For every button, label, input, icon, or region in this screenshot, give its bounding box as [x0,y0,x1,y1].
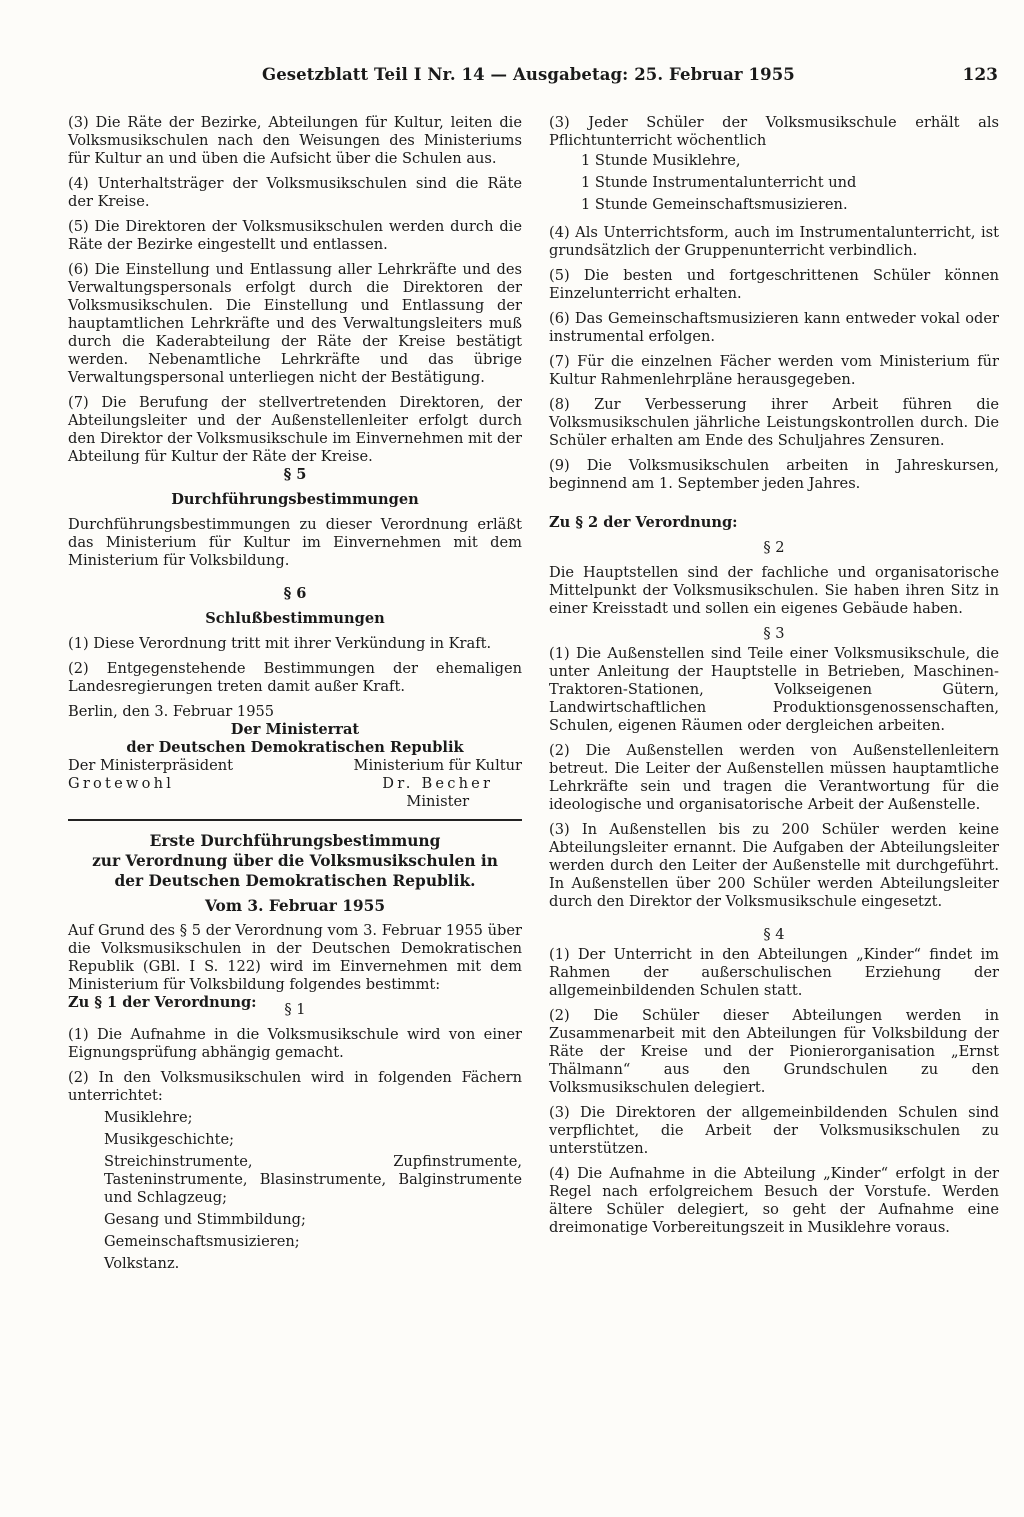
list-item: Musikgeschichte; [104,1131,235,1148]
signature-right [354,757,523,811]
paragraph: (1) Der Unterricht in den Abteilungen „Kinder“ findet im Rahmen der außerschulischen Erziehung der allgemeinbildenden Schulen statt. [549,946,999,999]
paragraph: (8) Zur Verbesserung ihrer Arbeit führen die Volksmusikschulen jährliche Leistungskontrollen durch. Die Schüler erhalten am Ende des Schuljahres Zensuren. [549,396,999,449]
paragraph: (2) Die Schüler dieser Abteilungen werden in Zusammenarbeit mit den Abteilungen für Volksbildung der Räte der Kreise und der Pionierorganisation „Ernst Thälmann“ aus den Grundschulen zu den Volksmusikschulen delegiert. [549,1007,999,1096]
paragraph: Die Hauptstellen sind der fachliche und organisatorische Mittelpunkt der Volksmusikschulen. Sie haben ihren Sitz in einer Kreisstadt und sollen ein eigenes Gebäude haben. [549,564,999,617]
council-name: Der Ministerrat [230,721,360,738]
paragraph: Durchführungsbestimmungen zu dieser Verordnung erläßt das Ministerium für Kultur im Einvernehmen mit dem Ministerium für Volksbildung. [68,516,522,569]
paragraph: (2) In den Volksmusikschulen wird in folgenden Fächern unterrichtet: [68,1069,522,1104]
section-number: § 3 [763,625,785,642]
paragraph: (1) Die Außenstellen sind Teile einer Volksmusikschule, die unter Anleitung der Hauptstelle in Betrieben, Maschinen-Traktoren-Stationen, Volkseigenen Gütern, Landwirtschaftlichen Produktionsgenossenschaften, Schulen, eigenen Räumen oder dergleichen arbeiten. [549,645,999,734]
paragraph: (3) Jeder Schüler der Volksmusikschule erhält als Pflichtunterricht wöchentlich [549,114,999,149]
paragraph: (9) Die Volksmusikschulen arbeiten in Jahreskursen, beginnend am 1. September jeden Jahres. [549,457,999,492]
signer-role: Minister [406,793,470,810]
signer-name: Dr. Becher [382,775,494,792]
left-column [68,114,522,1280]
council-name: der Deutschen Demokratischen Republik [126,739,464,756]
list-item: 1 Stunde Gemeinschaftsmusizieren. [581,196,848,213]
section-reference: Zu § 2 der Verordnung: [549,514,738,531]
document-date: Vom 3. Februar 1955 [204,897,386,915]
paragraph: (7) Die Berufung der stellvertretenden Direktoren, der Abteilungsleiter und der Außenstellenleiter erfolgt durch den Direktor der Volksmusikschule im Einvernehmen mit der Abteilung für Kultur der Räte der Kreise. [68,394,522,465]
subject-list [68,1109,522,1273]
section-number: § 4 [763,926,785,943]
document-title: Erste Durchführungsbestimmung zur Verordnung über die Volksmusikschulen in der Deutschen Demokratischen Republik. [92,832,498,890]
list-item: Volkstanz. [104,1255,180,1272]
section-reference: Zu § 1 der Verordnung: [68,994,257,1011]
signature-left [68,757,233,811]
signer-title: Ministerium für Kultur [353,757,522,774]
paragraph: (4) Die Aufnahme in die Abteilung „Kinder“ erfolgt in der Regel nach erfolgreichem Besuch der Vorstufe. Werden ältere Schüler delegiert, so geht der Aufnahme eine dreimonatige Vorbereitungszeit in Musiklehre voraus. [549,1165,999,1236]
list-item: 1 Stunde Musiklehre, [581,152,741,169]
signer-name: Grotewohl [68,775,175,792]
list-item: Gesang und Stimmbildung; [104,1211,306,1228]
section-number: § 2 [763,539,785,556]
page-number: 123 [962,65,998,85]
paragraph: (6) Die Einstellung und Entlassung aller Lehrkräfte und des Verwaltungspersonals erfolgt durch die Direktoren der Volksmusikschulen. Die Einstellung und Entlassung der hauptamtlichen Lehrkräfte und des Verwaltungsleiters muß durch die Kaderabteilung der Räte der Kreise bestätigt werden. Nebenamtliche Lehrkräfte und das übrige Verwaltungspersonal unterliegen nicht der Bestätigung. [68,261,522,386]
right-column [549,114,999,1244]
signer-title: Der Ministerpräsident [68,757,234,774]
section-title: Durchführungsbestimmungen [171,491,419,508]
section-number: § 1 [284,1001,306,1018]
place-date: Berlin, den 3. Februar 1955 [68,703,275,720]
paragraph: Auf Grund des § 5 der Verordnung vom 3. Februar 1955 über die Volksmusikschulen in der Deutschen Demokratischen Republik (GBl. I S. 122) wird im Einvernehmen mit dem Ministerium für Volksbildung folgendes bestimmt: [68,922,522,993]
paragraph: (1) Die Aufnahme in die Volksmusikschule wird von einer Eignungsprüfung abhängig gemacht. [68,1026,522,1061]
hours-list [549,150,999,216]
paragraph: (3) Die Räte der Bezirke, Abteilungen für Kultur, leiten die Volksmusikschulen nach den Weisungen des Ministeriums für Kultur an und üben die Aufsicht über die Schulen aus. [68,114,522,167]
section-number: § 5 [283,466,307,483]
paragraph: (5) Die besten und fortgeschrittenen Schüler können Einzelunterricht erhalten. [549,267,999,302]
list-item: 1 Stunde Instrumentalunterricht und [581,174,857,191]
paragraph: (6) Das Gemeinschaftsmusizieren kann entweder vokal oder instrumental erfolgen. [549,310,999,345]
divider [68,819,522,821]
list-item: Streichinstrumente, Zupfinstrumente, Tasteninstrumente, Blasinstrumente, Balginstrumente und Schlagzeug; [104,1153,522,1206]
paragraph: (7) Für die einzelnen Fächer werden vom Ministerium für Kultur Rahmenlehrpläne herausgegeben. [549,353,999,388]
section-number: § 6 [283,585,307,602]
paragraph: (3) Die Direktoren der allgemeinbildenden Schulen sind verpflichtet, die Arbeit der Volksmusikschulen zu unterstützen. [549,1104,999,1157]
paragraph: (3) In Außenstellen bis zu 200 Schüler werden keine Abteilungsleiter ernannt. Die Aufgaben der Abteilungsleiter werden durch den Leiter der Außenstelle mit durchgeführt. In Außenstellen über 200 Schüler werden Abteilungsleiter durch den Direktor der Volksmusikschule eingesetzt. [549,821,999,910]
paragraph: (2) Entgegenstehende Bestimmungen der ehemaligen Landesregierungen treten damit außer Kraft. [68,660,522,695]
paragraph: (5) Die Direktoren der Volksmusikschulen werden durch die Räte der Bezirke eingestellt und entlassen. [68,218,522,253]
paragraph: (4) Unterhaltsträger der Volksmusikschulen sind die Räte der Kreise. [68,175,522,210]
paragraph: (4) Als Unterrichtsform, auch im Instrumentalunterricht, ist grundsätzlich der Gruppenunterricht verbindlich. [549,224,999,259]
page-header [66,66,998,90]
paragraph: (1) Diese Verordnung tritt mit ihrer Verkündung in Kraft. [68,635,492,652]
signature-block [68,757,522,811]
list-item: Gemeinschaftsmusizieren; [104,1233,300,1250]
list-item: Musiklehre; [104,1109,193,1126]
section-title: Schlußbestimmungen [205,610,385,627]
paragraph: (2) Die Außenstellen werden von Außenstellenleitern betreut. Die Leiter der Außenstellen müssen hauptamtliche Lehrkräfte sein und tragen die Verantwortung für die ideologische und organisatorische Arbeit der Außenstelle. [549,742,999,813]
running-title: Gesetzblatt Teil I Nr. 14 — Ausgabetag: 25. Februar 1955 [262,65,795,84]
